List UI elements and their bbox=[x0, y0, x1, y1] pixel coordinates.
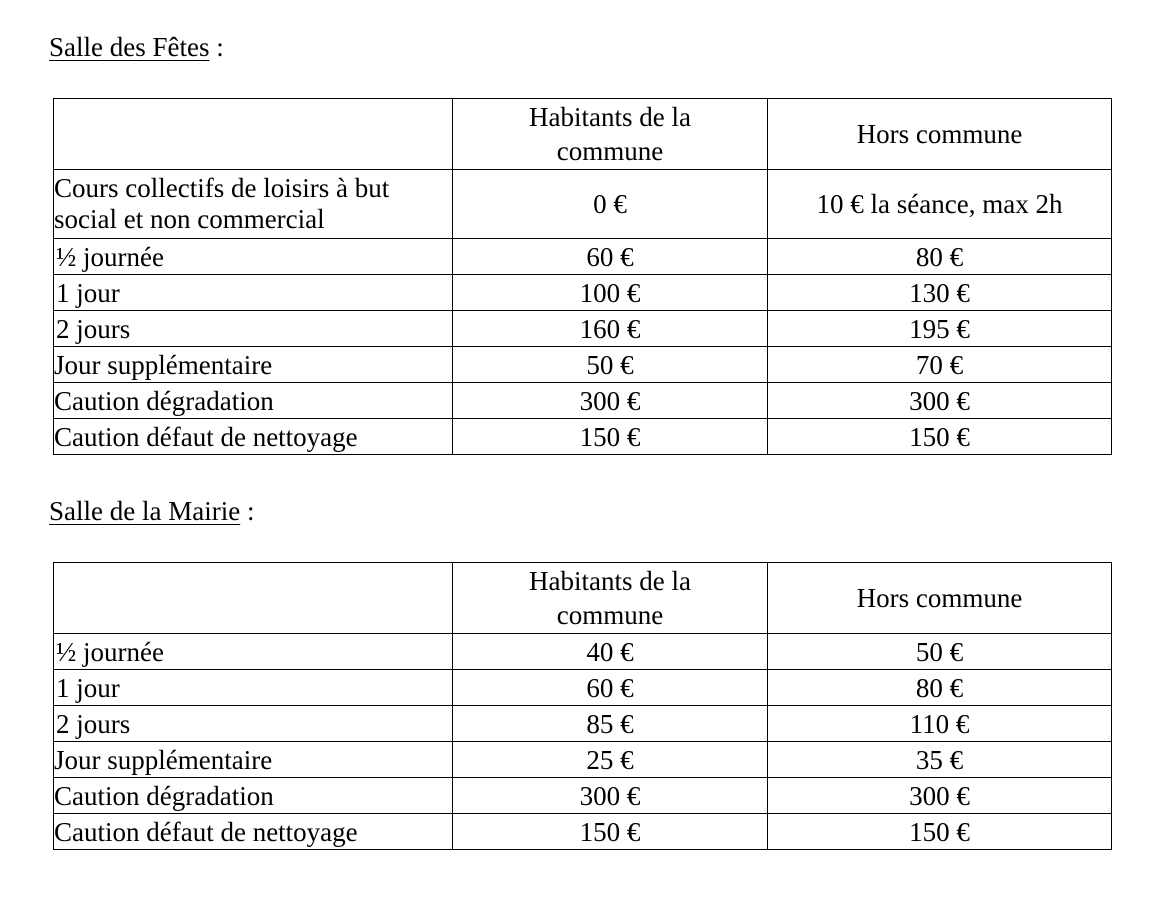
row-label: 2 jours bbox=[54, 311, 453, 347]
table-row bbox=[54, 347, 1112, 383]
row-label: ½ journée bbox=[54, 239, 453, 275]
row-habitants-price: 60 € bbox=[453, 670, 768, 706]
salle-des-fetes-table bbox=[53, 98, 1112, 455]
table-row bbox=[54, 670, 1112, 706]
table-header-row bbox=[54, 563, 1112, 634]
row-label: Jour supplémentaire bbox=[54, 347, 453, 383]
row-hors-price: 110 € bbox=[768, 706, 1112, 742]
row-hors-price: 150 € bbox=[768, 419, 1112, 455]
row-label: Caution dégradation bbox=[54, 383, 453, 419]
row-hors-price: 300 € bbox=[768, 383, 1112, 419]
header-habitants bbox=[453, 563, 768, 634]
row-habitants-price: 25 € bbox=[453, 742, 768, 778]
header-habitants-text: Habitants de la commune bbox=[529, 102, 691, 166]
row-hors-price: 50 € bbox=[768, 634, 1112, 670]
header-empty bbox=[54, 99, 453, 170]
header-habitants bbox=[453, 99, 768, 170]
row-label: Caution dégradation bbox=[54, 778, 453, 814]
row-label: ½ journée bbox=[54, 634, 453, 670]
row-label: 1 jour bbox=[54, 670, 453, 706]
title-colon: : bbox=[240, 496, 255, 526]
row-hors-price: 80 € bbox=[768, 670, 1112, 706]
row-habitants-price: 300 € bbox=[453, 778, 768, 814]
row-hors-price: 195 € bbox=[768, 311, 1112, 347]
row-hors-price: 35 € bbox=[768, 742, 1112, 778]
row-hors-price: 150 € bbox=[768, 814, 1112, 850]
row-label: Jour supplémentaire bbox=[54, 742, 453, 778]
header-hors-commune: Hors commune bbox=[768, 99, 1112, 170]
table-row bbox=[54, 634, 1112, 670]
row-hors-price: 70 € bbox=[768, 347, 1112, 383]
table-row bbox=[54, 778, 1112, 814]
row-hors-price: 10 € la séance, max 2h bbox=[768, 170, 1112, 239]
row-habitants-price: 100 € bbox=[453, 275, 768, 311]
section-title: Salle des Fêtes bbox=[49, 32, 210, 62]
row-habitants-price: 85 € bbox=[453, 706, 768, 742]
row-habitants-price: 40 € bbox=[453, 634, 768, 670]
table-row bbox=[54, 706, 1112, 742]
title-colon: : bbox=[209, 32, 224, 62]
row-habitants-price: 150 € bbox=[453, 419, 768, 455]
table-row bbox=[54, 814, 1112, 850]
row-hors-price: 80 € bbox=[768, 239, 1112, 275]
header-habitants-text: Habitants de la commune bbox=[529, 566, 691, 630]
row-label: Caution défaut de nettoyage bbox=[54, 419, 453, 455]
row-habitants-price: 150 € bbox=[453, 814, 768, 850]
row-habitants-price: 300 € bbox=[453, 383, 768, 419]
header-empty bbox=[54, 563, 453, 634]
table-row bbox=[54, 170, 1112, 239]
row-habitants-price: 160 € bbox=[453, 311, 768, 347]
header-hors-commune: Hors commune bbox=[768, 563, 1112, 634]
row-habitants-price: 0 € bbox=[453, 170, 768, 239]
row-hors-price: 130 € bbox=[768, 275, 1112, 311]
row-habitants-price: 50 € bbox=[453, 347, 768, 383]
row-label: Caution défaut de nettoyage bbox=[54, 814, 453, 850]
table-row bbox=[54, 239, 1112, 275]
row-label: 1 jour bbox=[54, 275, 453, 311]
row-label: Cours collectifs de loisirs à but social et non commercial bbox=[54, 170, 453, 239]
row-label: 2 jours bbox=[54, 706, 453, 742]
section-title: Salle de la Mairie bbox=[49, 496, 241, 526]
table-row bbox=[54, 419, 1112, 455]
row-hors-price: 300 € bbox=[768, 778, 1112, 814]
table-row bbox=[54, 742, 1112, 778]
table-header-row bbox=[54, 99, 1112, 170]
salle-des-fetes-heading bbox=[49, 34, 224, 61]
table-row bbox=[54, 383, 1112, 419]
row-habitants-price: 60 € bbox=[453, 239, 768, 275]
table-row bbox=[54, 275, 1112, 311]
salle-de-la-mairie-table bbox=[53, 562, 1112, 850]
table-row bbox=[54, 311, 1112, 347]
salle-de-la-mairie-heading bbox=[49, 498, 254, 525]
